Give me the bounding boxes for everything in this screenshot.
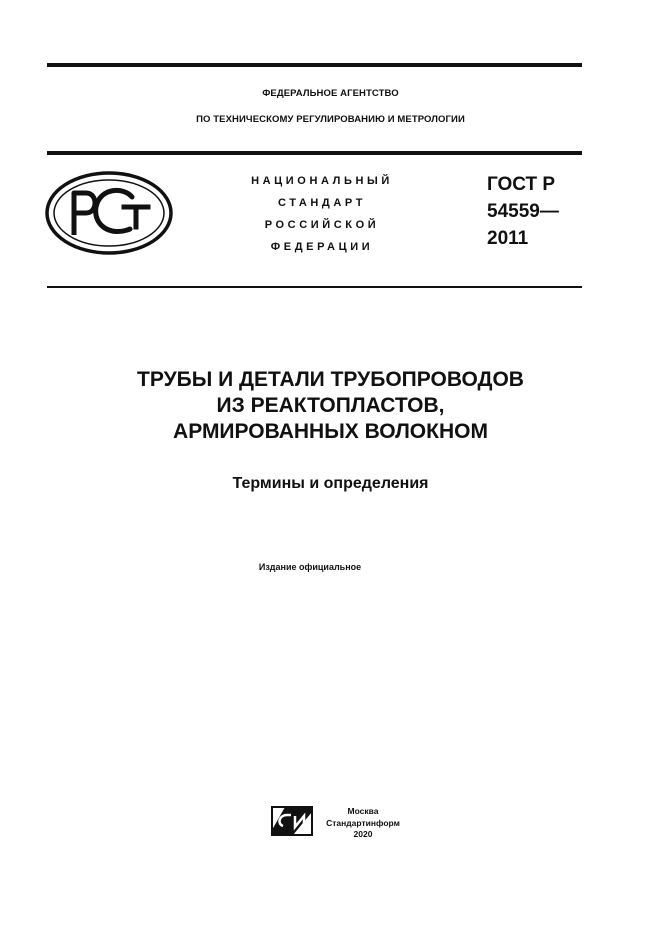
designation-line1: ГОСТ Р xyxy=(487,174,556,195)
title-line2: ИЗ РЕАКТОПЛАСТОВ, xyxy=(216,394,445,417)
middle-rule xyxy=(47,151,582,155)
standard-type-line2: СТАНДАРТ xyxy=(277,197,367,209)
standartinform-logo-icon xyxy=(271,806,313,836)
standard-type-line4: ФЕДЕРАЦИИ xyxy=(270,241,374,253)
standard-type-line1: НАЦИОНАЛЬНЫЙ xyxy=(251,175,393,187)
standard-type-line3: РОССИЙСКОЙ xyxy=(264,219,380,231)
standard-type-block xyxy=(222,170,422,258)
designation-line3: 2011 xyxy=(487,228,529,249)
standard-designation xyxy=(487,171,559,252)
publisher-name: Стандартинформ xyxy=(326,817,400,828)
publisher-block xyxy=(318,806,408,841)
publisher-year: 2020 xyxy=(353,829,373,839)
top-rule xyxy=(47,63,582,67)
agency-name-line1: ФЕДЕРАЛЬНОЕ АГЕНТСТВО xyxy=(262,88,399,99)
designation-line2: 54559— xyxy=(487,201,559,222)
title-line1: ТРУБЫ И ДЕТАЛИ ТРУБОПРОВОДОВ xyxy=(137,368,524,391)
document-title xyxy=(0,367,661,445)
publisher-city: Москва xyxy=(347,806,379,816)
title-line3: АРМИРОВАННЫХ ВОЛОКНОМ xyxy=(173,420,488,443)
rst-certification-mark-icon xyxy=(44,171,174,255)
document-subtitle: Термины и определения xyxy=(232,475,429,492)
edition-note: Издание официальное xyxy=(258,562,362,572)
agency-name-line2: ПО ТЕХНИЧЕСКОМУ РЕГУЛИРОВАНИЮ И МЕТРОЛОГИИ xyxy=(196,114,465,125)
bottom-rule xyxy=(47,286,582,288)
